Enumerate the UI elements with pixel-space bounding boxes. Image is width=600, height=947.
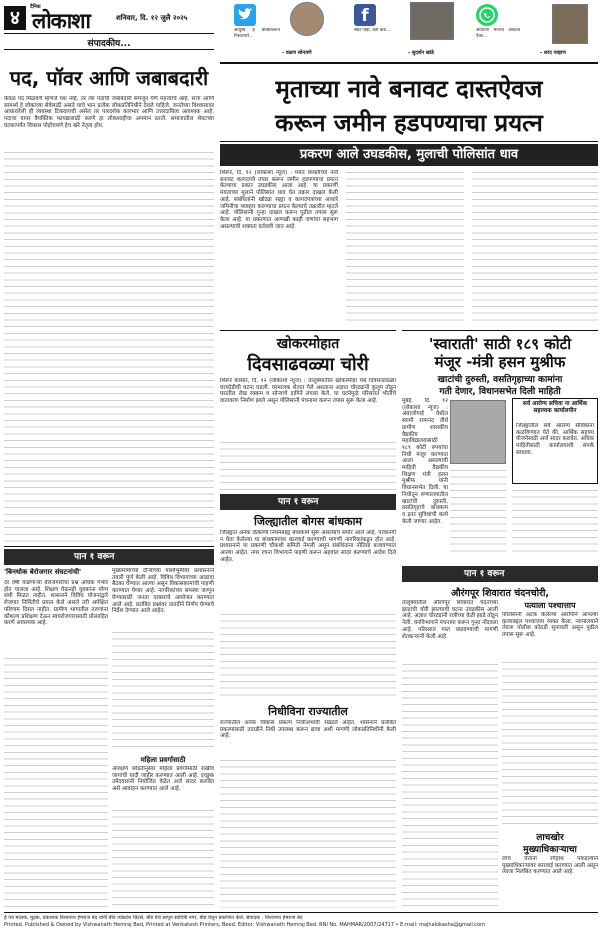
- logo-prefix: दैनिक: [30, 4, 41, 10]
- women-category-body: आरक्षण सोडतीनुसार महिला प्रवर्गासाठी राखीव जागांची यादी जाहीर करण्यात आली आहे. इच्छुक उमेदवारांनी नियोजित वेळेत अर्ज सादर करावेत असे आवाहन करण्यात आले आहे.: [112, 766, 214, 793]
- bribe-subhead: लाचखोर: [536, 833, 564, 843]
- continued-band-right-text: पान १ वरून: [464, 569, 505, 579]
- bribe-body: लाच घेताना रंगेहाथ पकडल्याने मुख्याधिकाऱ्यावर कारवाई करण्यात आली असून त्याला निलंबित करण्यात आले आहे.: [502, 856, 598, 876]
- women-category-body-continued: [112, 808, 214, 908]
- editorial-section: [4, 36, 214, 545]
- lead-subhead: [220, 144, 598, 166]
- editorial-bottom-rule: [4, 546, 214, 547]
- swarati-story: [402, 330, 598, 560]
- regret-body: पोलिसांनी अटक केलेल्या आरोपीने आपल्या कृत्याबद्दल पश्चात्ताप व्यक्त केला. न्यायालयाने त्याला पोलीस कोठडी सुनावली असून पुढील तपास सुरू आहे.: [502, 612, 598, 639]
- swarati-headline-line1: 'स्वाराती' साठी १८९ कोटी: [428, 335, 572, 353]
- editorial-label: संपादकीय...: [87, 39, 131, 49]
- whatsapp-user-handle: - शरद चव्हाण: [540, 50, 566, 56]
- masthead-rule: [4, 33, 214, 34]
- facebook-user-photo: [410, 2, 454, 40]
- swarati-body-col3: [512, 488, 598, 552]
- facebook-text: स्वप्नं पाहा, कष्ट करा...: [354, 28, 391, 33]
- swarati-subhead-line2: गती देणार, विधानसभेत दिली माहिती: [439, 387, 561, 397]
- lead-body-col3: [472, 170, 598, 326]
- health-ad-body: जिल्ह्यातील सर्व आरोग्य सेविकांना कळविण्यात येते की, आर्थिक सहाय्य योजनेसाठी अर्ज सादर करावेत. अधिक माहितीसाठी कार्यालयाशी संपर्क साधावा.: [516, 423, 594, 456]
- facebook-icon: f: [354, 4, 376, 26]
- minister-photo: [450, 400, 506, 464]
- chief-officer-subhead: मुख्याधिकाऱ्याचा: [523, 845, 577, 855]
- health-ad-box: [512, 398, 598, 484]
- lead-subhead-text: प्रकरण आले उघडकीस, मुलाची पोलिसांत धाव: [299, 147, 519, 162]
- facebook-panel: [352, 2, 470, 58]
- lead-headline-box: [220, 62, 598, 142]
- editorial-headline: पद, पॉवर आणि जबाबदारी: [9, 66, 209, 90]
- swarati-headline-line2: मंजूर -मंत्री हसन मुश्रीफ: [434, 353, 566, 371]
- regret-body-continued: [502, 660, 598, 824]
- health-ad-title: सर्व आरोग्य सचिवा ना आर्थिक सहाय्यक कार्यालयीन: [522, 401, 588, 414]
- editorial-rule: [4, 49, 214, 50]
- bogus-construction-article: [220, 514, 396, 908]
- editorial-body: केवळ पद मिळवणे म्हणजे यश नव्हे, तर त्या पदाची जबाबदारी समजून घेणे महत्त्वाचे आहे. सत्ता आणि सामर्थ्य हे लोकांच्या सेवेसाठी असते याचे भान प्रत्येक लोकप्रतिनिधीने ठेवले पाहिजे. जनतेच्या विश्वासावर आधारलेली ही व्यवस्था टिकवायची असेल तर पारदर्शक कारभार आणि उत्तरदायित्व आवश्यक आहे. पदाचा वापर वैयक्तिक फायद्यासाठी करणे हा लोकशाहीचा अपमान ठरतो. समाजातील शेवटच्या घटकापर्यंत विकास पोहोचवणे हेच खरे नेतृत्व होय.: [4, 96, 214, 129]
- twitter-icon: [234, 4, 256, 26]
- unemployment-headline: 'बिनधोक बेरोजगार संघटनांची': [4, 568, 82, 576]
- bogus-body-continued: [220, 612, 396, 700]
- continued-band-left: [4, 549, 214, 565]
- page-number: ४: [10, 7, 20, 29]
- continued-band-middle: [220, 494, 396, 510]
- twitter-user-photo: [290, 2, 324, 36]
- continued-band-left-text: पान १ वरून: [74, 552, 115, 562]
- funds-body: राज्यातील अनेक विकास प्रकल्प निधीअभावी रखडले आहेत. शासनाने प्रलंबित प्रकल्पांसाठी तातडीने निधी उपलब्ध करून द्यावा अशी मागणी लोकप्रतिनिधींनी केली आहे.: [220, 720, 396, 740]
- footer-rule: [4, 912, 598, 913]
- theft-story: [220, 330, 396, 490]
- sandalwood-headline: औरंगपूर शिवारात चंदनचोरी,: [450, 588, 550, 599]
- middle-left-column: [112, 568, 214, 908]
- middle-left-body: मुख्यमंत्र्यांच्या दौऱ्याच्या पार्श्वभूमीवर प्रशासनाने तयारी पूर्ण केली आहे. विविध विभागांच्या आढावा बैठका घेण्यात आल्या असून विकासकामांची पाहणी करण्यात येणार आहे. नागरिकांच्या समस्या जाणून घेण्यासाठी जनता दरबाराचे आयोजन करण्यात आले आहे. प्रलंबित प्रश्नांवर तातडीने निर्णय घेण्याचे निर्देश देण्यात आले आहेत.: [112, 568, 214, 615]
- continued-band-middle-text: पान १ वरून: [278, 497, 319, 507]
- lead-body-col2: [346, 170, 464, 326]
- theft-headline: दिवसाढवळ्या चोरी: [247, 354, 369, 375]
- unemployment-body: दर वर्षी वाढणाऱ्या बेरोजगारीचा प्रश्न अधिक गंभीर होत चालला आहे. शिक्षण घेऊनही युवकांना योग्य संधी मिळत नाहीत. शासनाने विविध योजनांद्वारे रोजगार निर्मितीचे प्रयत्न केले असले तरी अपेक्षित परिणाम दिसत नाहीत. ग्रामीण भागातील तरुणांना कौशल्य प्रशिक्षण देऊन स्वयंरोजगारासाठी प्रोत्साहित करणे आवश्यक आहे.: [4, 580, 108, 627]
- twitter-user-handle: - वळण सोनवणे: [282, 50, 312, 56]
- swarati-subhead-line1: खाटांची दुरुस्ती, वसतिगृहाच्या कामांना: [437, 375, 563, 385]
- middle-left-body-continued: [112, 630, 214, 752]
- unemployment-body-continued: [4, 656, 108, 908]
- theft-body: शिरूर कासार, दि. १२ (लोकाशा न्यूज) : तालुक्यातील खोकरमोहा येथे दिवसाढवळ्या घरफोडीची घटना घडली. घरमालक शेतात गेले असताना अज्ञात चोरट्यांनी कुलूप तोडून घरातील रोख रक्कम व सोन्याचे दागिने लंपास केले. या घटनेमुळे परिसरात भीतीचे वातावरण निर्माण झाले असून पोलिसांनी पंचनामा करून तपास सुरू केला आहे.: [220, 378, 396, 405]
- whatsapp-icon: [476, 4, 498, 26]
- lead-headline-line2: करून जमीन हडपण्याचा प्रयत्न: [275, 109, 543, 137]
- footer-line-english: Printed, Published & Owned by Vishwanath Hemraj Bed, Printed at Venkatesh Printers, Beed. Editor: Vishwanath Hemraj Bed. RNI No. MAHMAR/2007/24717 • E-mail: majhalokasha@gmail.com: [4, 921, 485, 928]
- theft-rule: [220, 330, 396, 331]
- footer-line-marathi: हे पत्र मालक, मुद्रक, प्रकाशक विश्वनाथ हेमराज बेद यांनी बीड व्यंकटेश प्रिंटर्स, बीड येथे छापून सावित्री नगर, बीड येथून प्रकाशित केले. संपादक : विश्वनाथ हेमराज बेद: [4, 915, 303, 921]
- bogus-headline: जिल्ह्यातील बोगस बांधकाम: [253, 515, 363, 528]
- whatsapp-panel: [474, 2, 598, 58]
- whatsapp-user-photo: [552, 4, 588, 44]
- lead-headline-line1: मृताच्या नावे बनावट दास्तऐवज: [275, 75, 543, 103]
- women-category-subhead: महिला प्रवर्गासाठी: [140, 756, 186, 764]
- sandalwood-body-col1: [402, 662, 498, 908]
- twitter-text: आयुष्य हे डोक्यावरून निसटणारे...: [234, 28, 280, 39]
- funds-body-continued: [220, 758, 396, 908]
- twitter-panel: [232, 2, 350, 58]
- theft-body-continued: [220, 440, 396, 500]
- regret-subhead: पत्याला पश्चात्ताप: [524, 601, 576, 610]
- swarati-rule: [402, 330, 598, 331]
- swarati-body-col2: [450, 468, 506, 552]
- theft-label: खोकरमोहात: [276, 336, 340, 352]
- editorial-body-continued: [4, 150, 214, 542]
- facebook-user-handle: - सुदर्शन खांडे: [408, 50, 434, 56]
- sandalwood-article: [402, 586, 598, 908]
- page-number-box: [4, 6, 26, 30]
- continued-band-right: [402, 566, 598, 582]
- unemployment-article: [4, 568, 108, 908]
- funds-subhead: निधीविना राज्यातील: [268, 705, 348, 718]
- logo-text: लोकाशा: [32, 9, 90, 33]
- bogus-body: जिल्ह्यात अनेक ठिकाणी नियमबाह्य बांधकामे सुरू असल्याचे समोर आले आहे. परवानगी न घेता केलेल्या या बांधकामांवर कारवाई करण्याची मागणी नागरिकांकडून होत आहे. प्रशासनाने या प्रकरणी चौकशी समिती नेमली असून संबंधितांना नोटिसा बजावण्यात आल्या आहेत. नगर रचना विभागाने पाहणी करून अहवाल सादर करण्याचे आदेश दिले आहेत.: [220, 530, 396, 563]
- lead-story: [220, 62, 598, 324]
- lead-body: शिरूर, दि. १२ (लोकाशा न्यूज) : मयत व्यक्तीच्या नावे बनावट कागदपत्रे तयार करून जमीन हडपण्याचा प्रयत्न केल्याचा प्रकार उघडकीस आला आहे. या प्रकरणी मयताच्या मुलाने पोलिसांत धाव घेत तक्रार दाखल केली आहे. संबंधितांनी खोट्या सह्या व कागदपत्रांच्या आधारे जमिनीचा व्यवहार करण्याचा प्रयत्न केल्याचे तक्रारीत म्हटले आहे. पोलिसांनी गुन्हा दाखल करून पुढील तपास सुरू केला आहे. या प्रकरणात आणखी काही जणांचा सहभाग असल्याची शक्यता वर्तवली जात आहे.: [220, 170, 338, 230]
- sandalwood-body: तालुक्यातील औरंगपूर शिवारात चंदनाच्या झाडांची चोरी झाल्याची घटना उघडकीस आली आहे. अज्ञात चोरट्यांनी रात्रीच्या वेळी झाडे तोडून नेली. वनविभागाने पंचनामा करून गुन्हा नोंदवला आहे. परिसरात गस्त वाढवण्याची मागणी शेतकऱ्यांनी केली आहे.: [402, 600, 498, 640]
- whatsapp-text: आपल्या मनाचा आवाज ऐका...: [476, 28, 520, 39]
- masthead-date: शनिवार, दि. १२ जुलै २०२५: [116, 14, 188, 22]
- swarati-body: मुंबई, दि. १२ (लोकाशा न्यूज) : अंबाजोगाई येथील स्वामी रामानंद तीर्थ ग्रामीण शासकीय वैद्यकीय महाविद्यालयासाठी १८९ कोटी रुपयांचा निधी मंजूर करण्यात आला असल्याची माहिती वैद्यकीय शिक्षण मंत्री हसन मुश्रीफ यांनी विधानसभेत दिली. या निधीतून रुग्णालयातील खाटांची दुरुस्ती, वसतिगृहाचे बांधकाम व इतर सुविधांची कामे केली जाणार आहेत.: [402, 398, 448, 525]
- footer-imprint: [4, 915, 598, 945]
